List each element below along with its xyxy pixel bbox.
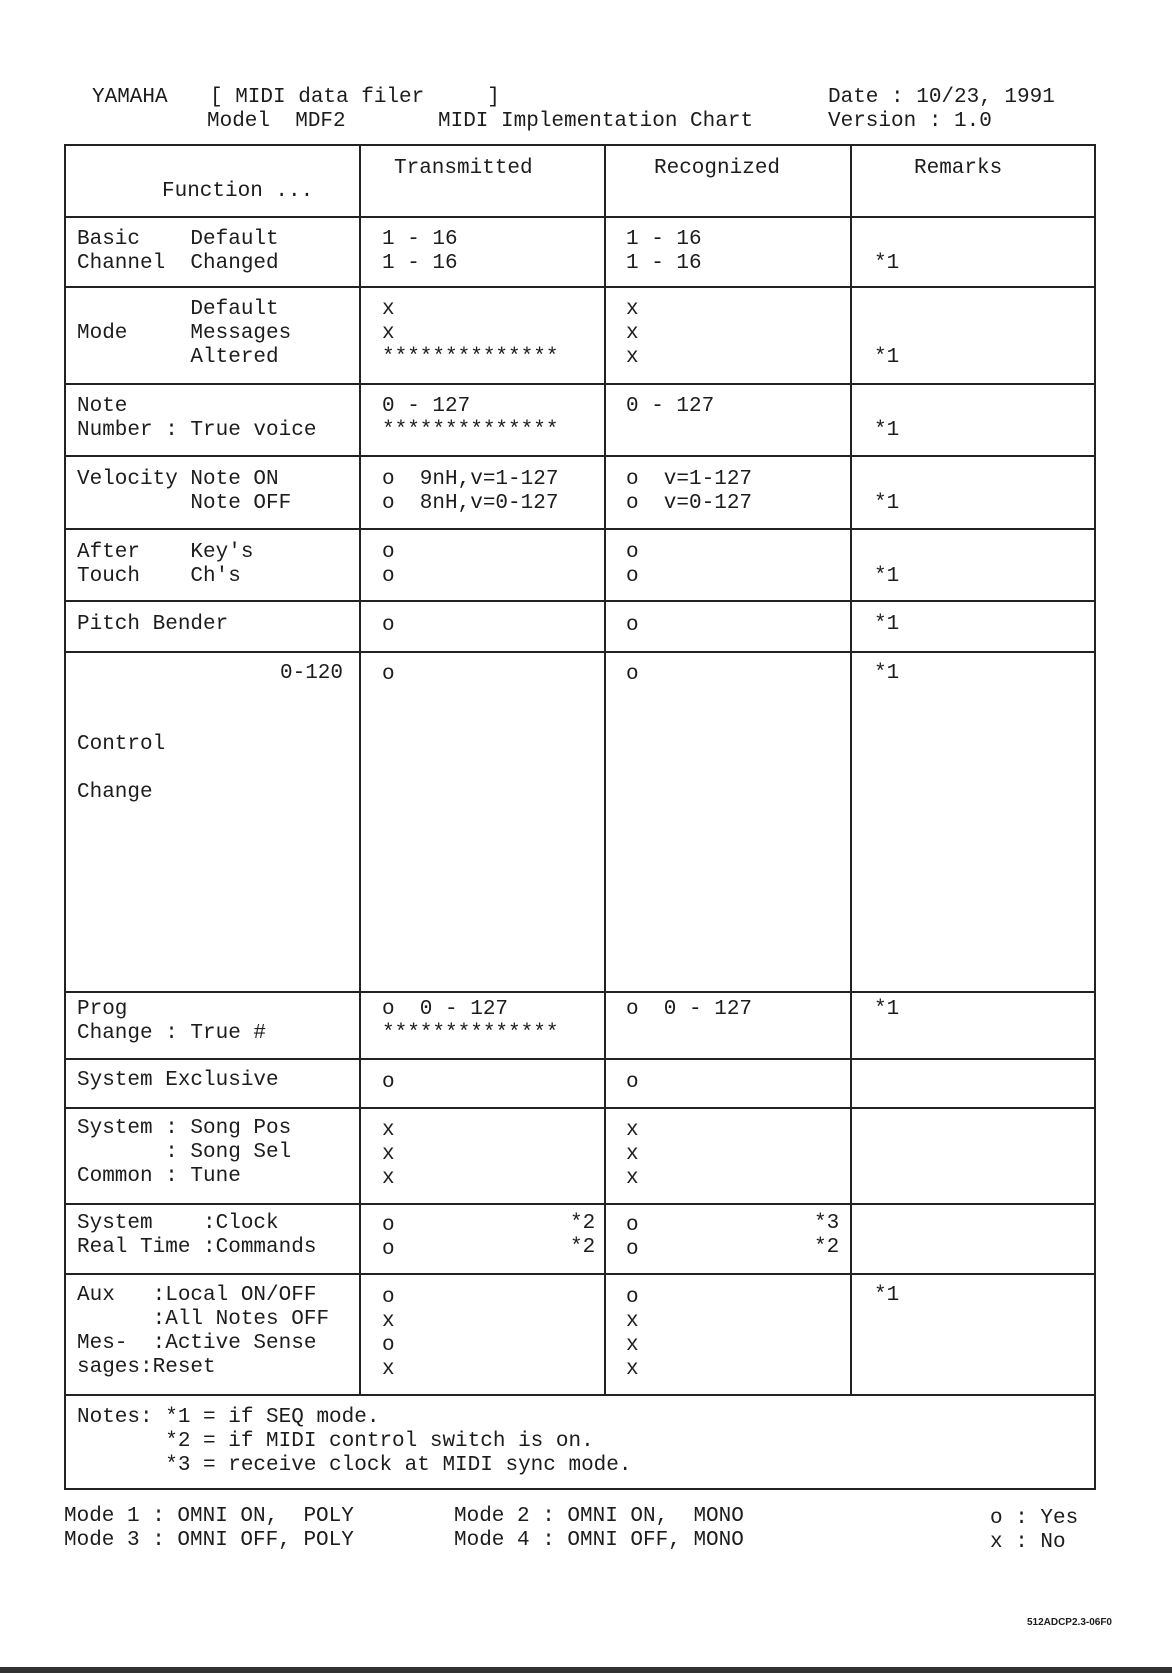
legend: o : Yes x : No	[990, 1507, 1079, 1554]
row-function: Pitch Bender	[77, 613, 229, 636]
row-function: Note Number : True voice	[77, 395, 317, 442]
row-transmitted: o	[382, 1071, 395, 1094]
row-transmitted: o	[382, 614, 395, 637]
row-transmitted: o o	[382, 541, 395, 588]
row-transmitted: 1 - 16 1 - 16	[382, 228, 458, 275]
row-remarks: *1	[874, 252, 900, 275]
product-name: [ MIDI data filer ]	[210, 86, 500, 109]
row-recognized: o 0 - 127	[626, 998, 753, 1021]
notes: Notes: *1 = if SEQ mode. *2 = if MIDI control switch is on. *3 = receive clock at MIDI sync mode.	[77, 1406, 632, 1477]
mode-list-left: Mode 1 : OMNI ON, POLY Mode 3 : OMNI OFF, POLY	[64, 1505, 354, 1552]
col-header-transmitted: Transmitted	[394, 157, 533, 180]
row-function: System Exclusive	[77, 1069, 279, 1092]
row-transmitted: o x o x	[382, 1286, 395, 1381]
date: Date : 10/23, 1991	[828, 86, 1055, 109]
row-function: Default Mode Messages Altered	[77, 298, 292, 369]
row-remarks: *1	[874, 346, 900, 369]
row-recognized: o x x x	[626, 1286, 639, 1381]
version: Version : 1.0	[828, 110, 992, 133]
row-recognized: 1 - 16 1 - 16	[626, 228, 702, 275]
row-function: 0-120	[280, 662, 344, 685]
row-recognized: o v=1-127 o v=0-127	[626, 468, 753, 515]
midi-implementation-table	[64, 144, 1096, 1490]
col-header-recognized: Recognized	[654, 157, 781, 180]
mode-list-right: Mode 2 : OMNI ON, MONO Mode 4 : OMNI OFF, MONO	[454, 1505, 744, 1552]
row-remarks: *1	[874, 613, 900, 636]
row-remarks: *1	[874, 565, 900, 588]
row-remarks: *1	[874, 998, 900, 1021]
row-function: System :Clock Real Time :Commands	[77, 1212, 317, 1259]
row-recognized: o o	[626, 1214, 639, 1261]
row-recognized-remark: *3 *2	[814, 1212, 840, 1259]
row-function: System : Song Pos : Song Sel Common : Tune	[77, 1117, 292, 1188]
row-remarks: *1	[874, 1284, 900, 1307]
row-function: Basic Default Channel Changed	[77, 228, 279, 275]
row-recognized: o o	[626, 541, 639, 588]
model-label: Model MDF2	[207, 110, 346, 133]
row-recognized: 0 - 127	[626, 395, 715, 418]
row-transmitted: o 0 - 127 **************	[382, 998, 559, 1045]
row-recognized: x x x	[626, 1119, 639, 1190]
scan-edge-divider	[0, 1667, 1172, 1673]
row-function: Velocity Note ON Note OFF	[77, 468, 292, 515]
row-transmitted: 0 - 127 **************	[382, 395, 559, 442]
row-remarks: *1	[874, 492, 900, 515]
row-function: Prog Change : True #	[77, 998, 267, 1045]
brand: YAMAHA	[92, 86, 168, 109]
row-remarks: *1	[874, 662, 900, 685]
row-recognized: o	[626, 663, 639, 686]
row-transmitted: o	[382, 663, 395, 686]
row-recognized: o	[626, 614, 639, 637]
row-recognized: o	[626, 1071, 639, 1094]
chart-title: MIDI Implementation Chart	[438, 110, 754, 133]
row-function-label: Control Change	[77, 733, 166, 804]
row-transmitted: o o	[382, 1214, 395, 1261]
row-transmitted: x x **************	[382, 298, 559, 369]
row-recognized: x x x	[626, 298, 639, 369]
row-function: After Key's Touch Ch's	[77, 541, 254, 588]
row-transmitted: x x x	[382, 1119, 395, 1190]
col-header-remarks: Remarks	[914, 157, 1003, 180]
row-transmitted: o 9nH,v=1-127 o 8nH,v=0-127	[382, 468, 559, 515]
document-code: 512ADCP2.3-06F0	[1026, 1617, 1112, 1628]
row-function: Aux :Local ON/OFF :All Notes OFF Mes- :Active Sense sages:Reset	[77, 1284, 330, 1379]
row-remarks: *1	[874, 419, 900, 442]
col-header-function: Function ...	[162, 180, 314, 203]
row-transmitted-remark: *2 *2	[570, 1212, 596, 1259]
